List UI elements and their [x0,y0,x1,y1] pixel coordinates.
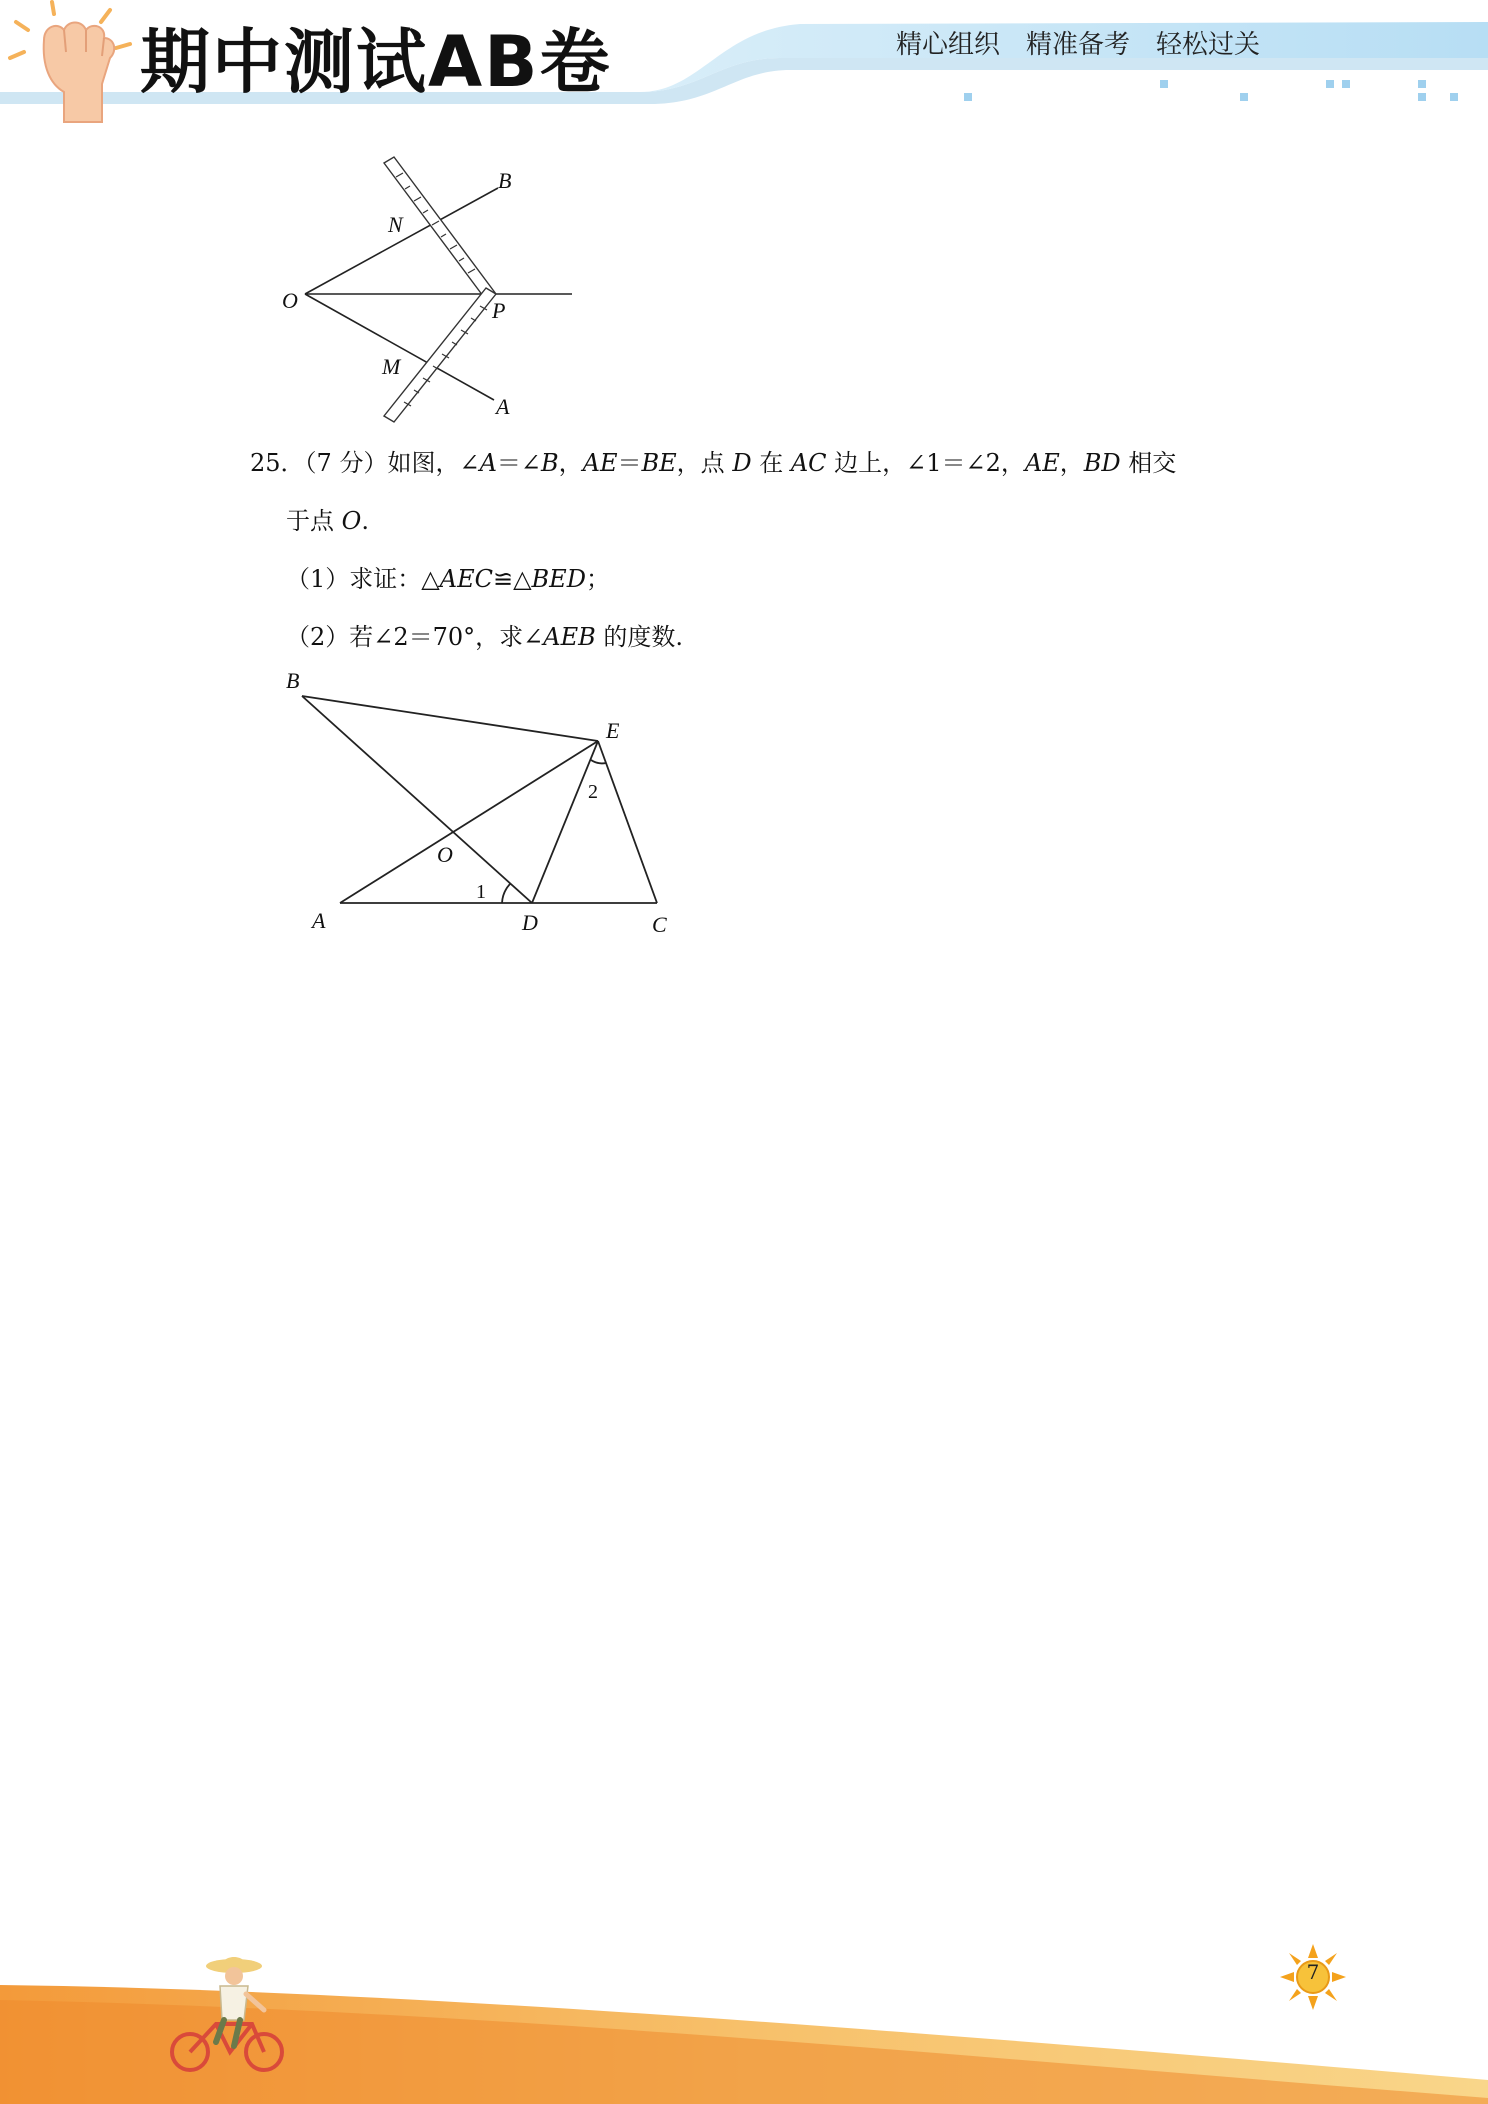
text-segment: ＝ [617,449,642,477]
problem-number: 25． [250,449,305,477]
segment-ec [598,741,657,903]
math-var: BD [1083,449,1121,477]
label-p: P [492,298,506,323]
problem-25-part-1 [286,564,610,594]
math-var: AEB [543,623,596,651]
angle-1-arc [502,884,510,903]
figure-angle-ruler [270,150,590,430]
figure-triangles [270,660,690,940]
text-segment: 的度数. [595,623,684,651]
page-title: 期中测试AB卷 [140,21,612,103]
ray-oa [305,294,494,400]
ruler-lower [384,288,496,422]
segment-be [302,696,598,741]
label-b: B [286,668,300,693]
text-segment: （2）若∠2＝70°，求∠ [286,623,544,651]
text-segment: ≌△ [492,565,532,593]
label-a: A [312,908,326,933]
math-var: AE [582,449,618,477]
problem-25-line-1 [250,448,1176,478]
segment-de [532,741,598,903]
math-var: AC [790,449,827,477]
label-angle-2: 2 [588,781,598,803]
slogan-part: 精准备考 [1026,30,1131,60]
slogan-part: 精心组织 [896,30,1001,60]
text-segment: 于点 [286,507,342,535]
text-segment: （7 分）如图，∠ [304,449,480,477]
raised-fist-icon [6,0,136,125]
label-a: A [496,394,510,419]
problem-25-line-2 [286,506,369,536]
math-var: A [479,449,497,477]
text-segment: ， [1059,449,1084,477]
text-segment: ，点 [676,449,733,477]
math-var: AEC [439,565,493,593]
angle-2-arc [591,760,606,763]
math-var: AE [1024,449,1060,477]
text-segment: . [361,507,369,535]
label-d: D [522,910,538,935]
text-segment: 相交 [1120,449,1177,477]
page-number: 7 [1306,1960,1320,1984]
math-var: BED [531,565,586,593]
problem-25-part-2 [286,622,683,652]
text-segment: （1）求证：△ [286,565,440,593]
label-n: N [388,212,403,237]
label-angle-1: 1 [476,881,486,903]
header-slogan [896,24,1286,61]
text-segment: ， [558,449,583,477]
text-segment: ； [585,565,610,593]
label-o: O [437,842,453,867]
cyclist-illustration [160,1950,300,2080]
label-b: B [498,168,512,193]
label-m: M [382,354,401,379]
text-segment: ＝∠ [496,449,542,477]
math-var: B [541,449,559,477]
text-segment: 在 [751,449,791,477]
math-var: BE [641,449,677,477]
label-e: E [606,718,620,743]
math-var: O [341,507,362,535]
text-segment: 边上，∠1＝∠2， [826,449,1025,477]
math-var: D [732,449,752,477]
segment-bd [302,696,532,903]
label-o: O [282,288,298,313]
label-c: C [652,912,667,937]
slogan-part: 轻松过关 [1156,30,1261,60]
